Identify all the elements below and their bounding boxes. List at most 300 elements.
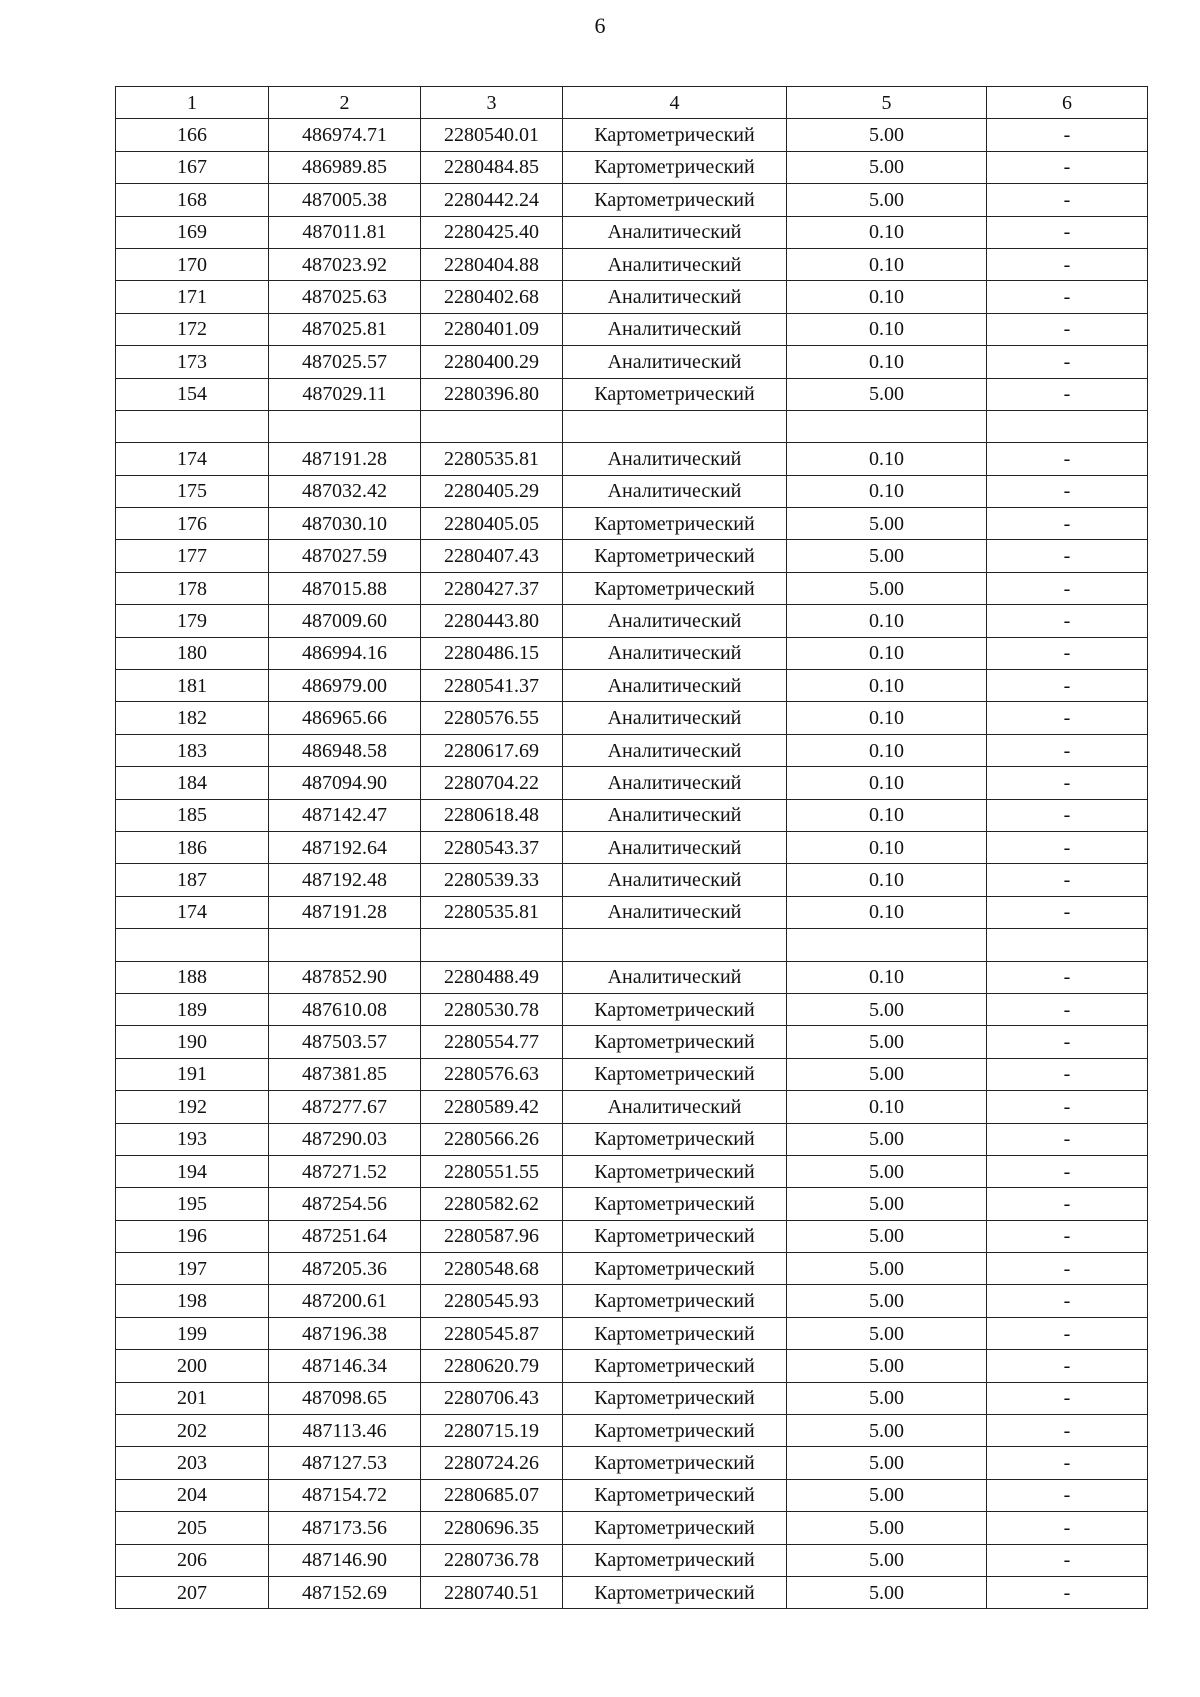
coord-y-cell: 2280566.26 xyxy=(421,1123,563,1155)
accuracy-cell: 0.10 xyxy=(787,670,987,702)
coord-x-cell: 487173.56 xyxy=(269,1512,421,1544)
point-number-cell: 188 xyxy=(116,961,269,993)
table-row xyxy=(116,1544,1148,1576)
coord-x-cell: 487503.57 xyxy=(269,1026,421,1058)
note-cell: - xyxy=(987,1447,1148,1479)
coord-y-cell: 2280486.15 xyxy=(421,637,563,669)
coord-x-cell: 487025.81 xyxy=(269,313,421,345)
accuracy-cell: 0.10 xyxy=(787,702,987,734)
note-cell: - xyxy=(987,767,1148,799)
point-number-cell: 202 xyxy=(116,1415,269,1447)
accuracy-cell: 5.00 xyxy=(787,572,987,604)
method-cell: Картометрический xyxy=(563,1058,787,1090)
coord-x-cell: 486965.66 xyxy=(269,702,421,734)
accuracy-cell: 0.10 xyxy=(787,1091,987,1123)
method-cell: Картометрический xyxy=(563,1576,787,1608)
accuracy-cell: 0.10 xyxy=(787,637,987,669)
point-number-cell: 190 xyxy=(116,1026,269,1058)
table-row xyxy=(116,151,1148,183)
coord-y-cell: 2280685.07 xyxy=(421,1479,563,1511)
table-row xyxy=(116,605,1148,637)
coord-y-cell: 2280443.80 xyxy=(421,605,563,637)
table-row xyxy=(116,443,1148,475)
table-row xyxy=(116,961,1148,993)
coord-y-cell: 2280401.09 xyxy=(421,313,563,345)
note-cell: - xyxy=(987,734,1148,766)
note-cell: - xyxy=(987,184,1148,216)
coord-y-cell: 2280540.01 xyxy=(421,119,563,151)
accuracy-cell: 5.00 xyxy=(787,540,987,572)
table-row-separator xyxy=(116,929,1148,961)
note-cell: - xyxy=(987,475,1148,507)
coord-y-cell: 2280530.78 xyxy=(421,993,563,1025)
note-cell: - xyxy=(987,281,1148,313)
accuracy-cell: 5.00 xyxy=(787,1285,987,1317)
accuracy-cell: 0.10 xyxy=(787,281,987,313)
table-row xyxy=(116,734,1148,766)
table-row xyxy=(116,1479,1148,1511)
table-row xyxy=(116,313,1148,345)
coord-x-cell: 487192.48 xyxy=(269,864,421,896)
coord-y-cell: 2280740.51 xyxy=(421,1576,563,1608)
page-number: 6 xyxy=(594,13,606,38)
coord-y-cell: 2280545.87 xyxy=(421,1317,563,1349)
coord-y-cell xyxy=(421,410,563,442)
note-cell: - xyxy=(987,508,1148,540)
method-cell: Аналитический xyxy=(563,346,787,378)
accuracy-cell: 5.00 xyxy=(787,993,987,1025)
method-cell: Аналитический xyxy=(563,734,787,766)
table-row xyxy=(116,1285,1148,1317)
point-number-cell: 171 xyxy=(116,281,269,313)
method-cell: Аналитический xyxy=(563,961,787,993)
point-number-cell: 173 xyxy=(116,346,269,378)
accuracy-cell: 5.00 xyxy=(787,1544,987,1576)
accuracy-cell: 0.10 xyxy=(787,799,987,831)
point-number-cell: 168 xyxy=(116,184,269,216)
table-row xyxy=(116,119,1148,151)
note-cell: - xyxy=(987,1285,1148,1317)
method-cell: Картометрический xyxy=(563,508,787,540)
note-cell: - xyxy=(987,670,1148,702)
coord-y-cell: 2280587.96 xyxy=(421,1220,563,1252)
point-number-cell: 179 xyxy=(116,605,269,637)
method-cell: Аналитический xyxy=(563,216,787,248)
coord-x-cell: 487146.34 xyxy=(269,1350,421,1382)
accuracy-cell: 5.00 xyxy=(787,1058,987,1090)
column-header: 1 xyxy=(116,87,269,119)
coord-x-cell: 487009.60 xyxy=(269,605,421,637)
method-cell: Аналитический xyxy=(563,637,787,669)
table-row xyxy=(116,184,1148,216)
note-cell: - xyxy=(987,1512,1148,1544)
note-cell: - xyxy=(987,1253,1148,1285)
point-number-cell: 191 xyxy=(116,1058,269,1090)
coord-y-cell: 2280402.68 xyxy=(421,281,563,313)
note-cell: - xyxy=(987,831,1148,863)
note-cell: - xyxy=(987,1091,1148,1123)
coord-y-cell: 2280427.37 xyxy=(421,572,563,604)
coord-y-cell: 2280425.40 xyxy=(421,216,563,248)
method-cell: Аналитический xyxy=(563,799,787,831)
coord-y-cell: 2280396.80 xyxy=(421,378,563,410)
note-cell: - xyxy=(987,702,1148,734)
table-row xyxy=(116,1447,1148,1479)
note-cell: - xyxy=(987,1544,1148,1576)
coord-y-cell: 2280617.69 xyxy=(421,734,563,766)
coord-y-cell: 2280706.43 xyxy=(421,1382,563,1414)
point-number-cell: 195 xyxy=(116,1188,269,1220)
note-cell: - xyxy=(987,1123,1148,1155)
note-cell: - xyxy=(987,864,1148,896)
coord-x-cell: 487610.08 xyxy=(269,993,421,1025)
table-row xyxy=(116,475,1148,507)
coord-y-cell: 2280405.29 xyxy=(421,475,563,507)
coord-x-cell: 487025.63 xyxy=(269,281,421,313)
coord-y-cell: 2280589.42 xyxy=(421,1091,563,1123)
method-cell: Аналитический xyxy=(563,443,787,475)
coord-x-cell: 487152.69 xyxy=(269,1576,421,1608)
method-cell: Картометрический xyxy=(563,151,787,183)
accuracy-cell: 0.10 xyxy=(787,896,987,928)
coord-x-cell xyxy=(269,410,421,442)
accuracy-cell: 5.00 xyxy=(787,1576,987,1608)
accuracy-cell: 5.00 xyxy=(787,1155,987,1187)
point-number-cell: 187 xyxy=(116,864,269,896)
coord-x-cell: 487271.52 xyxy=(269,1155,421,1187)
table-row xyxy=(116,1026,1148,1058)
coord-y-cell: 2280535.81 xyxy=(421,896,563,928)
note-cell: - xyxy=(987,1317,1148,1349)
note-cell: - xyxy=(987,313,1148,345)
column-header: 4 xyxy=(563,87,787,119)
accuracy-cell: 5.00 xyxy=(787,1382,987,1414)
point-number-cell: 194 xyxy=(116,1155,269,1187)
coord-x-cell: 487098.65 xyxy=(269,1382,421,1414)
table-row xyxy=(116,637,1148,669)
accuracy-cell: 0.10 xyxy=(787,248,987,280)
table-row xyxy=(116,216,1148,248)
coord-x-cell: 487852.90 xyxy=(269,961,421,993)
coord-x-cell: 486948.58 xyxy=(269,734,421,766)
accuracy-cell: 5.00 xyxy=(787,151,987,183)
coord-y-cell: 2280554.77 xyxy=(421,1026,563,1058)
table-row xyxy=(116,864,1148,896)
point-number-cell: 166 xyxy=(116,119,269,151)
table-row xyxy=(116,1512,1148,1544)
table-row xyxy=(116,1123,1148,1155)
coord-x-cell: 487094.90 xyxy=(269,767,421,799)
point-number-cell: 189 xyxy=(116,993,269,1025)
note-cell: - xyxy=(987,961,1148,993)
method-cell xyxy=(563,929,787,961)
accuracy-cell: 0.10 xyxy=(787,443,987,475)
table-row xyxy=(116,767,1148,799)
coord-x-cell: 487251.64 xyxy=(269,1220,421,1252)
note-cell: - xyxy=(987,540,1148,572)
note-cell: - xyxy=(987,1576,1148,1608)
coord-y-cell: 2280551.55 xyxy=(421,1155,563,1187)
coord-y-cell: 2280442.24 xyxy=(421,184,563,216)
accuracy-cell: 0.10 xyxy=(787,216,987,248)
point-number-cell: 196 xyxy=(116,1220,269,1252)
table-row xyxy=(116,572,1148,604)
coordinates-table xyxy=(115,86,1148,1609)
table-row xyxy=(116,248,1148,280)
accuracy-cell: 5.00 xyxy=(787,1188,987,1220)
point-number-cell: 154 xyxy=(116,378,269,410)
point-number-cell: 175 xyxy=(116,475,269,507)
accuracy-cell: 0.10 xyxy=(787,734,987,766)
coord-x-cell: 487030.10 xyxy=(269,508,421,540)
coord-y-cell xyxy=(421,929,563,961)
coord-x-cell: 487011.81 xyxy=(269,216,421,248)
point-number-cell: 206 xyxy=(116,1544,269,1576)
coord-y-cell: 2280535.81 xyxy=(421,443,563,475)
coord-y-cell: 2280543.37 xyxy=(421,831,563,863)
table-row xyxy=(116,508,1148,540)
point-number-cell: 176 xyxy=(116,508,269,540)
coord-x-cell: 487290.03 xyxy=(269,1123,421,1155)
point-number-cell: 198 xyxy=(116,1285,269,1317)
method-cell: Картометрический xyxy=(563,1188,787,1220)
coord-x-cell: 487191.28 xyxy=(269,896,421,928)
note-cell: - xyxy=(987,1382,1148,1414)
point-number-cell: 172 xyxy=(116,313,269,345)
method-cell: Аналитический xyxy=(563,605,787,637)
note-cell: - xyxy=(987,1188,1148,1220)
note-cell: - xyxy=(987,1026,1148,1058)
method-cell: Картометрический xyxy=(563,1123,787,1155)
column-header: 3 xyxy=(421,87,563,119)
point-number-cell: 167 xyxy=(116,151,269,183)
point-number-cell: 185 xyxy=(116,799,269,831)
method-cell: Картометрический xyxy=(563,540,787,572)
accuracy-cell: 0.10 xyxy=(787,767,987,799)
note-cell: - xyxy=(987,1415,1148,1447)
coord-y-cell: 2280620.79 xyxy=(421,1350,563,1382)
method-cell: Картометрический xyxy=(563,119,787,151)
point-number-cell: 181 xyxy=(116,670,269,702)
coord-x-cell: 487005.38 xyxy=(269,184,421,216)
coord-x-cell: 487205.36 xyxy=(269,1253,421,1285)
point-number-cell: 200 xyxy=(116,1350,269,1382)
coord-y-cell: 2280484.85 xyxy=(421,151,563,183)
table-row xyxy=(116,281,1148,313)
coord-x-cell: 487146.90 xyxy=(269,1544,421,1576)
method-cell: Картометрический xyxy=(563,1253,787,1285)
note-cell: - xyxy=(987,1155,1148,1187)
point-number-cell: 177 xyxy=(116,540,269,572)
note-cell: - xyxy=(987,1350,1148,1382)
note-cell: - xyxy=(987,443,1148,475)
coord-x-cell: 487032.42 xyxy=(269,475,421,507)
point-number-cell: 197 xyxy=(116,1253,269,1285)
accuracy-cell: 5.00 xyxy=(787,1253,987,1285)
accuracy-cell: 5.00 xyxy=(787,378,987,410)
point-number-cell: 170 xyxy=(116,248,269,280)
coord-x-cell: 486989.85 xyxy=(269,151,421,183)
accuracy-cell: 5.00 xyxy=(787,1415,987,1447)
method-cell: Картометрический xyxy=(563,1317,787,1349)
accuracy-cell: 5.00 xyxy=(787,508,987,540)
method-cell: Аналитический xyxy=(563,702,787,734)
point-number-cell: 169 xyxy=(116,216,269,248)
table-body xyxy=(116,119,1148,1609)
accuracy-cell: 0.10 xyxy=(787,961,987,993)
coord-y-cell: 2280576.55 xyxy=(421,702,563,734)
method-cell: Картометрический xyxy=(563,1220,787,1252)
coord-y-cell: 2280582.62 xyxy=(421,1188,563,1220)
coord-y-cell: 2280576.63 xyxy=(421,1058,563,1090)
table-row xyxy=(116,896,1148,928)
method-cell: Аналитический xyxy=(563,1091,787,1123)
note-cell: - xyxy=(987,993,1148,1025)
accuracy-cell xyxy=(787,410,987,442)
accuracy-cell: 5.00 xyxy=(787,119,987,151)
point-number-cell: 184 xyxy=(116,767,269,799)
coord-y-cell: 2280400.29 xyxy=(421,346,563,378)
accuracy-cell xyxy=(787,929,987,961)
coord-y-cell: 2280539.33 xyxy=(421,864,563,896)
coord-x-cell: 487015.88 xyxy=(269,572,421,604)
point-number-cell: 199 xyxy=(116,1317,269,1349)
method-cell: Картометрический xyxy=(563,572,787,604)
note-cell: - xyxy=(987,216,1148,248)
coord-x-cell: 487029.11 xyxy=(269,378,421,410)
method-cell: Аналитический xyxy=(563,896,787,928)
coord-x-cell xyxy=(269,929,421,961)
table-row xyxy=(116,1576,1148,1608)
method-cell: Картометрический xyxy=(563,1544,787,1576)
note-cell xyxy=(987,410,1148,442)
note-cell: - xyxy=(987,896,1148,928)
accuracy-cell: 5.00 xyxy=(787,184,987,216)
coord-y-cell: 2280488.49 xyxy=(421,961,563,993)
note-cell: - xyxy=(987,151,1148,183)
note-cell: - xyxy=(987,572,1148,604)
coord-x-cell: 487154.72 xyxy=(269,1479,421,1511)
method-cell: Картометрический xyxy=(563,1155,787,1187)
accuracy-cell: 5.00 xyxy=(787,1123,987,1155)
coord-x-cell: 487200.61 xyxy=(269,1285,421,1317)
method-cell: Картометрический xyxy=(563,1285,787,1317)
method-cell: Картометрический xyxy=(563,1382,787,1414)
note-cell: - xyxy=(987,248,1148,280)
coord-y-cell: 2280736.78 xyxy=(421,1544,563,1576)
method-cell: Аналитический xyxy=(563,475,787,507)
point-number-cell xyxy=(116,929,269,961)
accuracy-cell: 5.00 xyxy=(787,1479,987,1511)
note-cell: - xyxy=(987,799,1148,831)
accuracy-cell: 0.10 xyxy=(787,864,987,896)
accuracy-cell: 0.10 xyxy=(787,475,987,507)
table-row xyxy=(116,1382,1148,1414)
accuracy-cell: 0.10 xyxy=(787,831,987,863)
table-row xyxy=(116,799,1148,831)
table-row xyxy=(116,540,1148,572)
coord-y-cell: 2280618.48 xyxy=(421,799,563,831)
table-row xyxy=(116,1155,1148,1187)
point-number-cell: 174 xyxy=(116,896,269,928)
note-cell: - xyxy=(987,1058,1148,1090)
point-number-cell: 193 xyxy=(116,1123,269,1155)
note-cell: - xyxy=(987,605,1148,637)
note-cell xyxy=(987,929,1148,961)
method-cell: Аналитический xyxy=(563,864,787,896)
table-row xyxy=(116,1188,1148,1220)
coord-y-cell: 2280405.05 xyxy=(421,508,563,540)
note-cell: - xyxy=(987,119,1148,151)
table-row xyxy=(116,993,1148,1025)
point-number-cell xyxy=(116,410,269,442)
coord-x-cell: 487277.67 xyxy=(269,1091,421,1123)
method-cell: Картометрический xyxy=(563,1479,787,1511)
coord-x-cell: 487027.59 xyxy=(269,540,421,572)
accuracy-cell: 0.10 xyxy=(787,313,987,345)
accuracy-cell: 5.00 xyxy=(787,1220,987,1252)
method-cell: Аналитический xyxy=(563,281,787,313)
point-number-cell: 174 xyxy=(116,443,269,475)
method-cell: Картометрический xyxy=(563,993,787,1025)
coord-x-cell: 486994.16 xyxy=(269,637,421,669)
coord-x-cell: 487142.47 xyxy=(269,799,421,831)
note-cell: - xyxy=(987,637,1148,669)
method-cell: Аналитический xyxy=(563,831,787,863)
note-cell: - xyxy=(987,1220,1148,1252)
point-number-cell: 207 xyxy=(116,1576,269,1608)
column-header: 5 xyxy=(787,87,987,119)
method-cell: Картометрический xyxy=(563,1350,787,1382)
table-row xyxy=(116,1220,1148,1252)
method-cell: Аналитический xyxy=(563,670,787,702)
method-cell: Картометрический xyxy=(563,1512,787,1544)
coord-y-cell: 2280407.43 xyxy=(421,540,563,572)
method-cell: Аналитический xyxy=(563,313,787,345)
table-row xyxy=(116,1350,1148,1382)
table-row xyxy=(116,378,1148,410)
coord-y-cell: 2280696.35 xyxy=(421,1512,563,1544)
table-row xyxy=(116,1091,1148,1123)
point-number-cell: 182 xyxy=(116,702,269,734)
point-number-cell: 201 xyxy=(116,1382,269,1414)
method-cell: Картометрический xyxy=(563,1026,787,1058)
table-row xyxy=(116,1317,1148,1349)
point-number-cell: 205 xyxy=(116,1512,269,1544)
point-number-cell: 178 xyxy=(116,572,269,604)
note-cell: - xyxy=(987,346,1148,378)
table-header-row xyxy=(116,87,1148,119)
coord-x-cell: 487127.53 xyxy=(269,1447,421,1479)
point-number-cell: 183 xyxy=(116,734,269,766)
column-header: 2 xyxy=(269,87,421,119)
accuracy-cell: 5.00 xyxy=(787,1317,987,1349)
point-number-cell: 186 xyxy=(116,831,269,863)
method-cell: Аналитический xyxy=(563,767,787,799)
accuracy-cell: 0.10 xyxy=(787,605,987,637)
method-cell: Картометрический xyxy=(563,1415,787,1447)
point-number-cell: 204 xyxy=(116,1479,269,1511)
note-cell: - xyxy=(987,378,1148,410)
table-row xyxy=(116,670,1148,702)
coord-x-cell: 487192.64 xyxy=(269,831,421,863)
table-row xyxy=(116,1253,1148,1285)
accuracy-cell: 5.00 xyxy=(787,1026,987,1058)
point-number-cell: 203 xyxy=(116,1447,269,1479)
coord-x-cell: 486979.00 xyxy=(269,670,421,702)
accuracy-cell: 5.00 xyxy=(787,1447,987,1479)
accuracy-cell: 5.00 xyxy=(787,1512,987,1544)
